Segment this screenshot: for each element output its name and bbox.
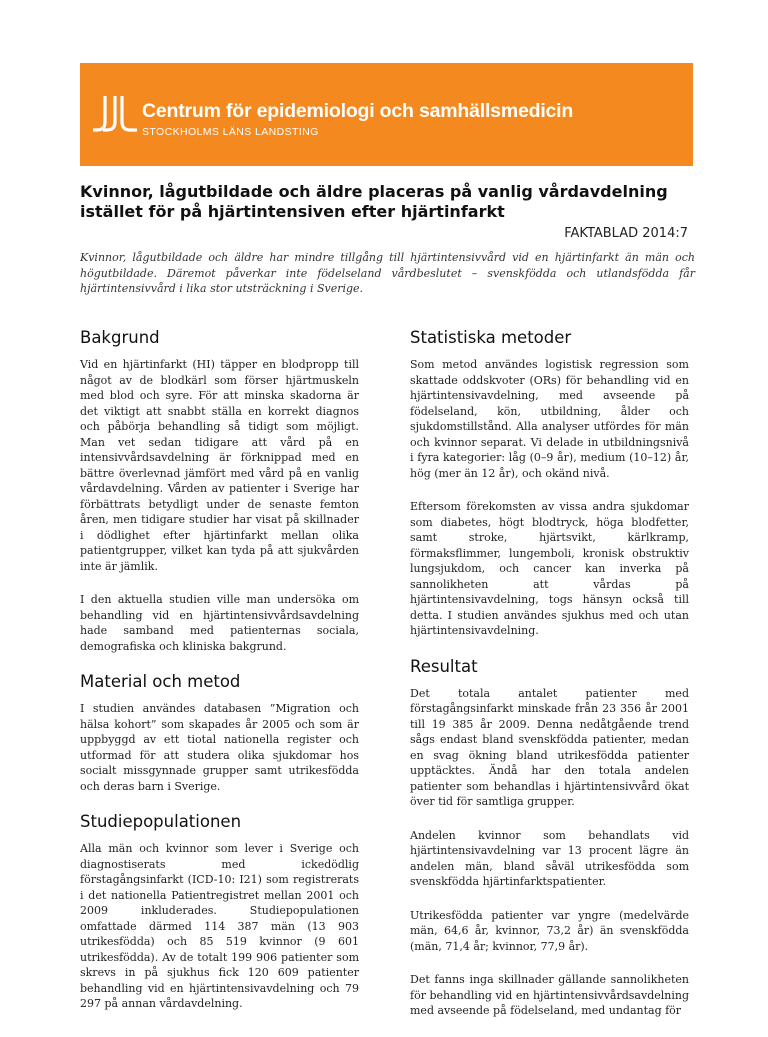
- section-heading: Resultat: [410, 656, 478, 676]
- intro-summary: Kvinnor, lågutbildade och äldre har mindre tillgång till hjärtintensivvård vid en hjärtinfarkt än män och högutbildade. Däremot påverkar inte födelseland vårdbeslutet – svenskfödda och utlandsfödda får hjärtintensivvård i lika stor utsträckning i Sverige.: [80, 251, 695, 295]
- document-title: Kvinnor, lågutbildade och äldre placeras på vanlig vårdavdelning istället för på hjärtintensiven efter hjärtinfarkt: [80, 182, 668, 221]
- paragraph: Alla män och kvinnor som lever i Sverige och diagnostiserats med ickedödlig förstagångsinfarkt (ICD-10: I21) som registrerats i det nationella Patientregistret mellan 2001 och 2009 inkluderades. Studiepopulationen omfattade därmed 114 387 män (13 903 utrikesfödda) och 85 519 kvinnor (9 601 utrikesfödda). Av de totalt 199 906 patienter som skrevs in på sjukhus fick 120 609 patienter behandling vid en hjärtintensivavdelning och 79 297 på annan vårdavdelning.: [80, 842, 359, 1010]
- header-banner: [80, 63, 693, 166]
- paragraph: Andelen kvinnor som behandlats vid hjärtintensivavdelning var 13 procent lägre än andelen män, bland såväl utrikesfödda som svenskfödda hjärtinfarktspatienter.: [410, 828, 689, 888]
- right-column: [410, 328, 689, 1037]
- paragraph: I den aktuella studien ville man undersöka om behandling vid en hjärtintensivvårdsavdelning hade samband med patienternas sociala, demografiska och kliniska bakgrund.: [80, 593, 359, 653]
- section-resultat: [410, 657, 689, 1019]
- section-studiepopulationen: [80, 812, 359, 1012]
- organization-name: Centrum för epidemiologi och samhällsmedicin: [142, 100, 574, 122]
- organization-subtitle: STOCKHOLMS LÄNS LANDSTING: [142, 126, 319, 138]
- paragraph: Det totala antalet patienter med förstagångsinfarkt minskade från 23 356 år 2001 till 19 385 år 2009. Denna nedåtgående trend sågs endast bland svenskfödda patienter, medan en svag ökning bland utrikesfödda patienter upptäcktes. Ändå har den totala andelen patienter som behandlas i hjärtintensivvård ökat över tid för samtliga grupper.: [410, 686, 689, 808]
- paragraph: Det fanns inga skillnader gällande sannolikheten för behandling vid en hjärtintensivvårdsavdelning med avseende på födelseland, med undantag för: [410, 973, 689, 1017]
- paragraph: Utrikesfödda patienter var yngre (medelvärde män, 64,6 år, kvinnor, 73,2 år) än svenskfödda (män, 71,4 år; kvinnor, 77,9 år).: [410, 908, 689, 953]
- paragraph: Eftersom förekomsten av vissa andra sjukdomar som diabetes, högt blodtryck, höga blodfetter, samt stroke, hjärtsvikt, kärlkramp, förmaksflimmer, lungemboli, kronisk obstruktiv lungsjukdom, och cancer kan inverka på sannolikheten att vårdas på hjärtintensivavdelning, togs hänsyn också till detta. I studien användes sjukhus med och utan hjärtintensivavdelning.: [410, 500, 689, 637]
- paragraph: Vid en hjärtinfarkt (HI) täpper en blodpropp till något av de blodkärl som förser hjärtmuskeln med blod och syre. För att minska skadorna är det viktigt att snabbt ställa en korrekt diagnos och påbörja behandling så tidigt som möjligt. Man vet sedan tidigare att vård på en intensivvårdsavdelning är förknippad med en bättre överlevnad jämfört med vård på en vanlig vårdavdelning. Vården av patienter i Sverige har förbättrats betydligt under de senaste femton åren, men tidigare studier har visat på skillnader i dödlighet efter hjärtinfarkt mellan olika patientgrupper, vilket kan tyda på att sjukvården inte är jämlik.: [80, 358, 359, 573]
- section-heading: Statistiska metoder: [410, 328, 572, 347]
- section-material-och-metod: [80, 672, 359, 794]
- sll-logo-icon: [91, 94, 139, 134]
- paragraph: I studien användes databasen ”Migration och hälsa kohort” som skapades år 2005 och som är uppbyggd av ett tiotal nationella register och utformad för att studera olika sjukdomar hos socialt missgynnade grupper samt utrikesfödda och deras barn i Sverige.: [80, 702, 359, 793]
- paragraph: Som metod användes logistisk regression som skattade oddskvoter (ORs) för behandling vid en hjärtintensivavdelning, med avseende på födelseland, kön, utbildning, ålder och sjukdomstillstånd. Alla analyser utfördes för män och kvinnor separat. Vi delade in utbildningsnivå i fyra kategorier: låg (0–9 år), medium (10–12) år, hög (mer än 12 år), och okänd nivå.: [410, 358, 689, 480]
- section-heading: Studiepopulationen: [80, 812, 242, 831]
- left-column: [80, 328, 359, 1030]
- section-heading: Material och metod: [80, 672, 241, 691]
- section-bakgrund: [80, 328, 359, 654]
- section-statistiska-metoder: [410, 328, 689, 639]
- section-heading: Bakgrund: [80, 328, 160, 347]
- factsheet-number: FAKTABLAD 2014:7: [564, 226, 688, 241]
